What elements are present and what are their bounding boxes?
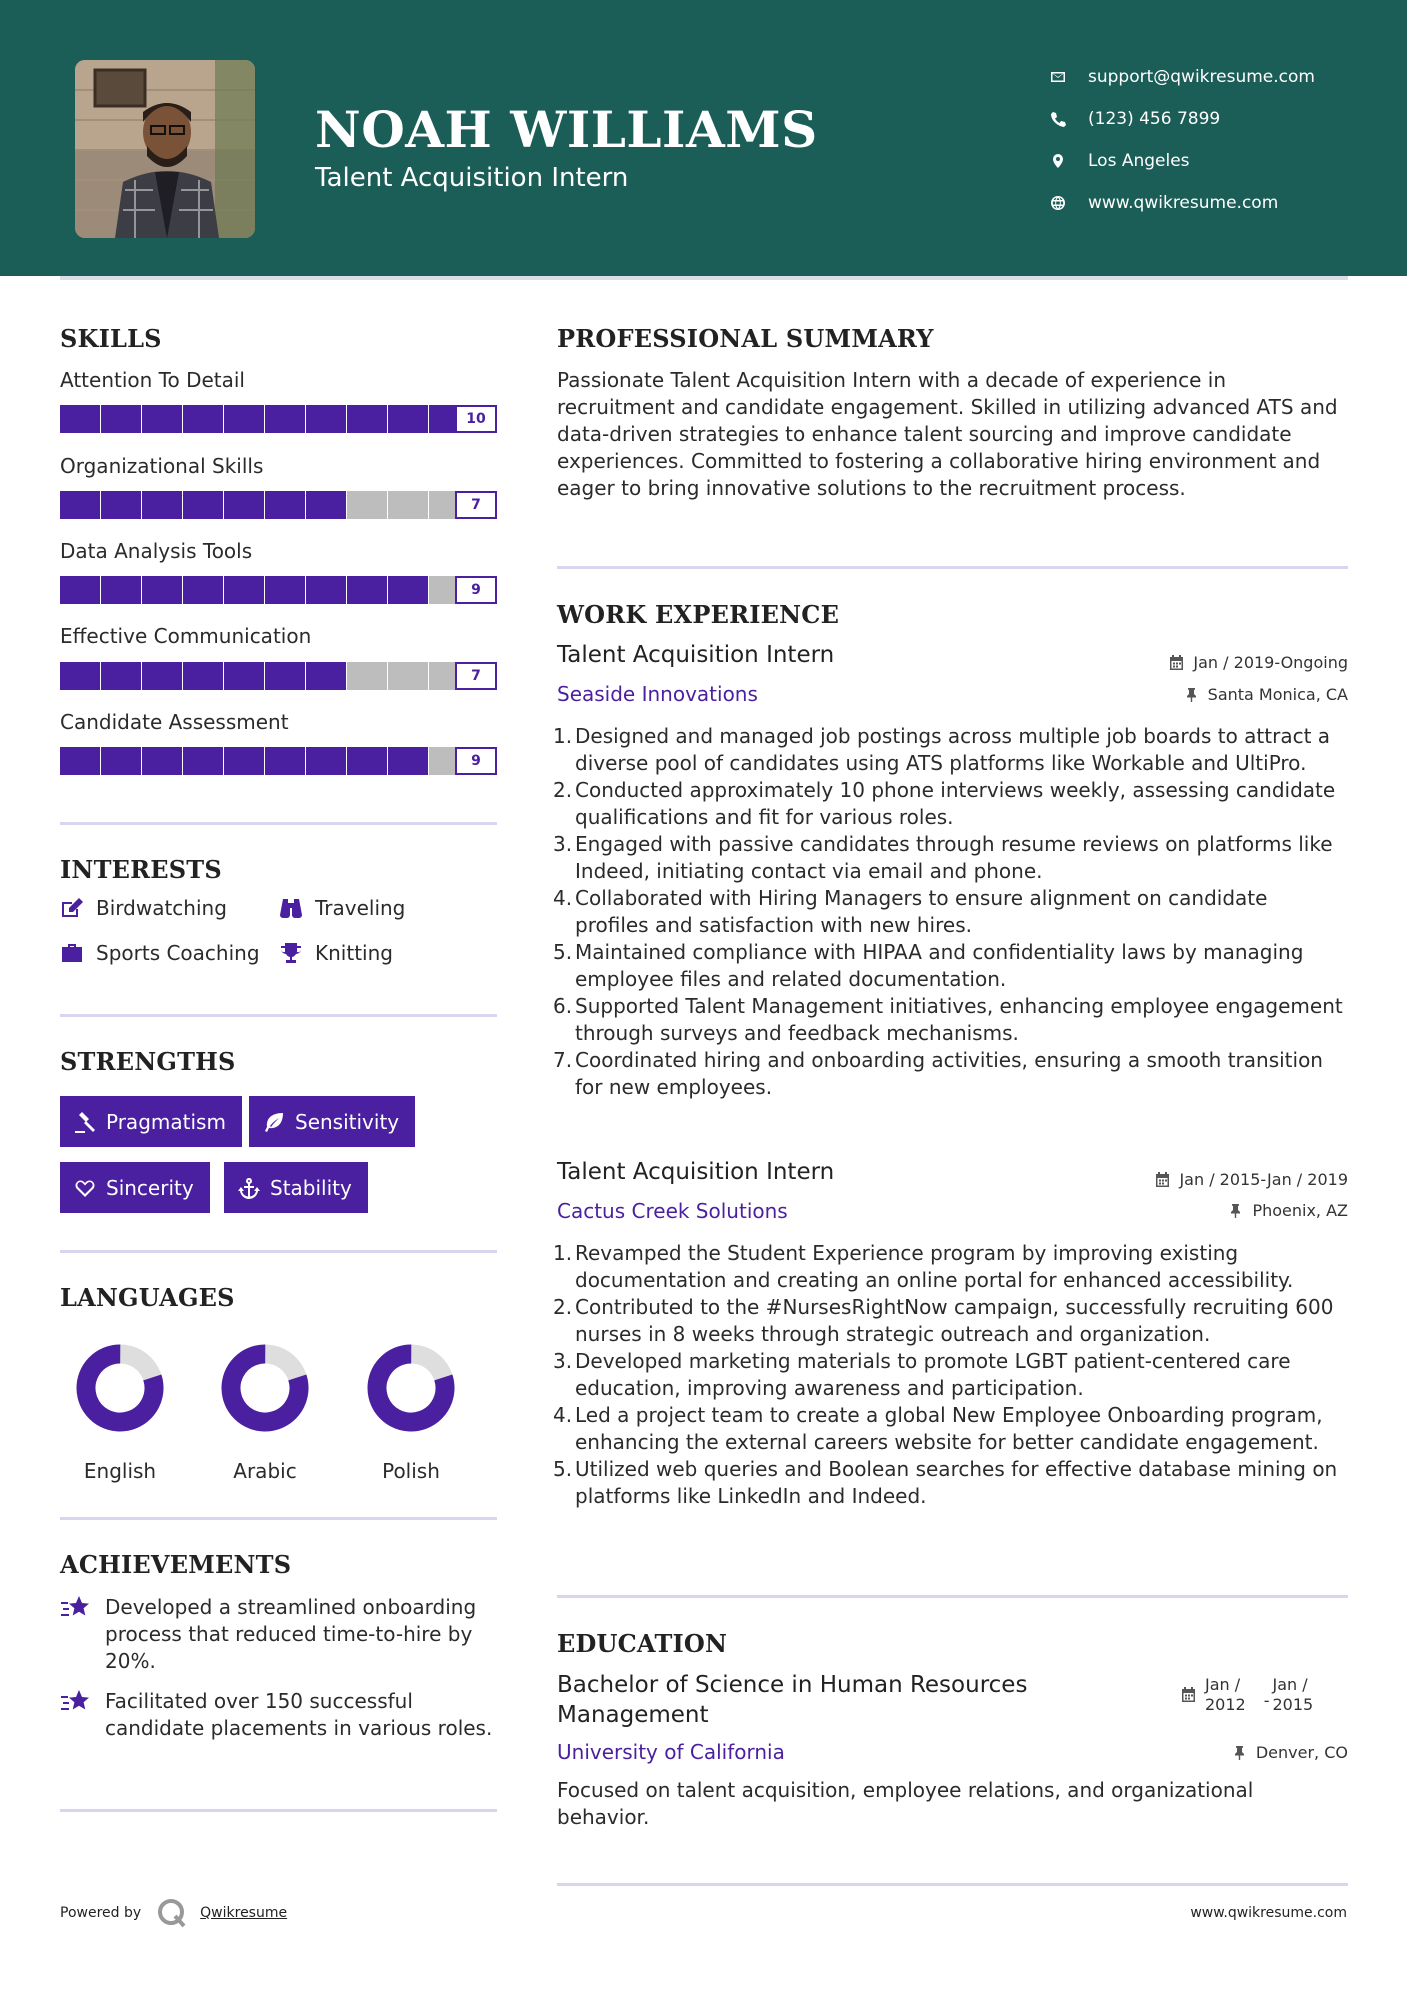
interest-item [279,941,393,965]
skill-bar-segment [347,747,387,775]
education-date-separator: - [1263,1691,1270,1710]
job-dates-text: Jan / 2019-Ongoing [1193,653,1348,672]
job-location-text: Phoenix, AZ [1252,1201,1348,1220]
achievements-heading: ACHIEVEMENTS [60,1550,292,1579]
section-divider [557,1595,1348,1598]
skill-bar-segment [347,405,387,433]
skill-bar-segment [60,576,100,604]
skill-label: Candidate Assessment [60,710,289,734]
interest-label: Traveling [315,896,406,920]
skill-bar-segment [388,405,428,433]
job-role: Talent Acquisition Intern [557,642,835,668]
section-divider [60,1809,497,1812]
skill-level: 9 [455,747,497,775]
skill-level: 7 [455,662,497,690]
skill-bar [60,491,497,519]
strength-tag [249,1096,415,1147]
skill-bar-segment [142,405,182,433]
profile-photo [75,60,255,238]
interest-label: Knitting [315,941,393,965]
duty-item: Contributed to the #NursesRightNow campaign, successfully recruiting 600 nurses in 8 weeks through strategic outreach and organization. [575,1295,1334,1346]
footer-powered-by [60,1897,287,1929]
job-role: Talent Acquisition Intern [557,1159,835,1185]
job-dates-text: Jan / 2015-Jan / 2019 [1179,1170,1348,1189]
pushpin-icon [1228,1203,1243,1218]
header-divider [60,276,1348,280]
skill-bar-segment [306,576,346,604]
strength-label: Pragmatism [106,1109,226,1134]
degree-line-1: Bachelor of Science in Human Resources [557,1672,1028,1698]
duty-item: Conducted approximately 10 phone interviews weekly, assessing candidate qualifications and fit for various roles. [575,778,1336,829]
contact-website-text: www.qwikresume.com [1088,193,1279,213]
gavel-icon [74,1111,96,1133]
skill-bar-segment [142,491,182,519]
skill-bar-segment [306,491,346,519]
achievement-text: Facilitated over 150 successful candidate placements in various roles. [105,1689,493,1740]
envelope-icon [1050,69,1066,85]
shooting-star-icon [60,1688,90,1716]
interests-heading: INTERESTS [60,855,222,884]
strength-label: Stability [270,1175,352,1200]
skill-bar-segment [306,662,346,690]
calendar-icon [1155,1172,1170,1187]
language-item [351,1343,471,1483]
skill-bar-segment [183,491,223,519]
contact-location-text: Los Angeles [1088,151,1190,171]
job-company: Cactus Creek Solutions [557,1199,788,1223]
skill-bar-segment [183,662,223,690]
skill-bar-segment [142,662,182,690]
skill-bar-segment [265,747,305,775]
skill-bar-segment [101,405,141,433]
candidate-name: NOAH WILLIAMS [315,100,818,159]
duty-item: Collaborated with Hiring Managers to ensure alignment on candidate profiles and satisfaction with new hires. [575,886,1268,937]
strength-tag [224,1162,368,1213]
interest-label: Sports Coaching [96,941,260,965]
degree-line-2: Management [557,1702,709,1728]
skill-bar-segment [265,662,305,690]
language-label: Polish [382,1459,440,1483]
education-start-year: 2012 [1205,1695,1246,1714]
contact-phone-text: (123) 456 7899 [1088,109,1221,129]
pushpin-icon [1184,687,1199,702]
language-item [205,1343,325,1483]
skill-bar-segment [101,747,141,775]
skill-label: Attention To Detail [60,368,245,392]
skill-bar-segment [224,491,264,519]
trophy-icon [279,942,303,964]
section-divider [557,566,1348,569]
skill-bar-segment [183,747,223,775]
section-divider [60,1014,497,1017]
duty-item: Utilized web queries and Boolean searches for effective database mining on platforms like LinkedIn and Indeed. [575,1457,1338,1508]
education-school: University of California [557,1740,785,1764]
education-description: Focused on talent acquisition, employee relations, and organizational behavior. [557,1778,1254,1829]
calendar-icon [1169,655,1184,670]
skill-level: 9 [455,576,497,604]
phone-icon [1050,111,1066,127]
contact-location [1050,140,1315,182]
skill-label: Data Analysis Tools [60,539,253,563]
skill-bar-segment [265,405,305,433]
duty-item: Revamped the Student Experience program by improving existing documentation and creating an online portal for enhanced accessibility. [575,1241,1294,1292]
pushpin-icon [1232,1745,1247,1760]
anchor-icon [238,1177,260,1199]
skill-bar-segment [347,662,387,690]
section-divider [60,1250,497,1253]
strength-tag [60,1162,210,1213]
skill-bar-segment [142,576,182,604]
skill-level: 7 [455,491,497,519]
contact-phone[interactable] [1050,98,1315,140]
contact-website[interactable] [1050,182,1315,224]
skill-bar-segment [101,576,141,604]
binoculars-icon [279,897,303,919]
job-duties [557,1240,1347,1510]
experience-heading: WORK EXPERIENCE [557,600,840,629]
powered-by-text: Powered by [60,1905,142,1921]
education-end-month: Jan / [1272,1675,1308,1694]
interest-item [60,941,260,965]
achievement-item [60,1688,500,1742]
interest-label: Birdwatching [96,896,227,920]
duty-item: Maintained compliance with HIPAA and confidentiality laws by managing employee files and related documentation. [575,940,1304,991]
section-divider [557,1883,1348,1886]
interest-item [279,896,405,920]
qwikresume-link[interactable]: Qwikresume [200,1905,288,1921]
section-divider [60,1517,497,1520]
contact-email-text: support@qwikresume.com [1088,67,1315,87]
education-location [1232,1743,1348,1762]
skill-bar-segment [224,662,264,690]
strength-tag [60,1096,242,1147]
skill-bar-segment [183,405,223,433]
map-marker-icon [1050,153,1066,169]
summary-heading: PROFESSIONAL SUMMARY [557,324,934,353]
summary-text: Passionate Talent Acquisition Intern with a decade of experience in recruitment and candidate engagement. Skilled in utilizing advanced ATS and data-driven strategies to enhance talent sourcing and improve candidate experiences. Committed to fostering a collaborative hiring environment and eager to bring innovative solutions to the recruitment process. [557,368,1338,500]
language-label: Arabic [233,1459,297,1483]
skill-bar-segment [265,576,305,604]
skill-bar-segment [388,662,428,690]
strength-label: Sensitivity [295,1109,400,1134]
skill-bar-segment [60,662,100,690]
section-divider [60,822,497,825]
strength-label: Sincerity [106,1175,194,1200]
skill-bar [60,747,497,775]
skill-bar-segment [101,491,141,519]
contact-email[interactable] [1050,56,1315,98]
skill-bar-segment [224,576,264,604]
strengths-heading: STRENGTHS [60,1047,236,1076]
skill-bar [60,662,497,690]
skill-label: Organizational Skills [60,454,264,478]
footer-website[interactable]: www.qwikresume.com [1190,1905,1347,1921]
skill-bar [60,405,497,433]
achievement-text: Developed a streamlined onboarding process that reduced time-to-hire by 20%. [105,1595,477,1673]
skill-bar [60,576,497,604]
skills-heading: SKILLS [60,324,162,353]
education-dates [1181,1675,1313,1715]
skill-bar-segment [183,576,223,604]
job-company: Seaside Innovations [557,682,758,706]
globe-icon [1050,195,1066,211]
skill-bar-segment [306,405,346,433]
language-item [60,1343,180,1483]
skill-bar-segment [224,747,264,775]
candidate-title: Talent Acquisition Intern [315,163,629,193]
job-duties [557,723,1347,1101]
language-label: English [83,1459,157,1483]
qwikresume-logo-icon [156,1897,188,1929]
duty-item: Coordinated hiring and onboarding activities, ensuring a smooth transition for new employees. [575,1048,1323,1099]
skill-bar-segment [60,747,100,775]
skill-bar-segment [306,747,346,775]
job-location-text: Santa Monica, CA [1207,685,1348,704]
education-heading: EDUCATION [557,1629,728,1658]
education-start-month: Jan / [1205,1675,1241,1694]
language-donut [366,1343,456,1433]
duty-item: Designed and managed job postings across multiple job boards to attract a diverse pool of candidates using ATS platforms like Workable and UltiPro. [575,724,1331,775]
skill-bar-segment [388,747,428,775]
skill-bar-segment [224,405,264,433]
duty-item: Engaged with passive candidates through resume reviews on platforms like Indeed, initiating contact via email and phone. [575,832,1333,883]
job-location [1228,1201,1348,1220]
edit-icon [60,897,84,919]
achievement-item [60,1594,500,1675]
interest-item [60,896,227,920]
skill-label: Effective Communication [60,624,312,648]
skill-bar-segment [60,491,100,519]
resume-header [0,0,1407,276]
briefcase-icon [60,942,84,964]
job-dates [1169,653,1348,672]
skill-level: 10 [455,405,497,433]
leaf-icon [263,1111,285,1133]
shooting-star-icon [60,1594,90,1622]
duty-item: Developed marketing materials to promote LGBT patient-centered care education, improving awareness and participation. [575,1349,1291,1400]
job-location [1184,685,1348,704]
contact-list [1050,56,1315,224]
skill-bar-segment [60,405,100,433]
languages-heading: LANGUAGES [60,1283,235,1312]
education-location-text: Denver, CO [1255,1743,1348,1762]
skill-bar-segment [101,662,141,690]
skill-bar-segment [388,491,428,519]
skill-bar-segment [347,576,387,604]
skill-bar-segment [142,747,182,775]
language-donut [75,1343,165,1433]
skill-bar-segment [388,576,428,604]
duty-item: Led a project team to create a global New Employee Onboarding program, enhancing the external careers website for better candidate engagement. [575,1403,1323,1454]
education-end-year: 2015 [1272,1695,1314,1714]
language-donut [220,1343,310,1433]
heart-icon [74,1177,96,1199]
skill-bar-segment [265,491,305,519]
duty-item: Supported Talent Management initiatives, enhancing employee engagement through surveys and feedback mechanisms. [575,994,1343,1045]
calendar-icon [1181,1687,1196,1702]
skill-bar-segment [347,491,387,519]
job-dates [1155,1170,1348,1189]
